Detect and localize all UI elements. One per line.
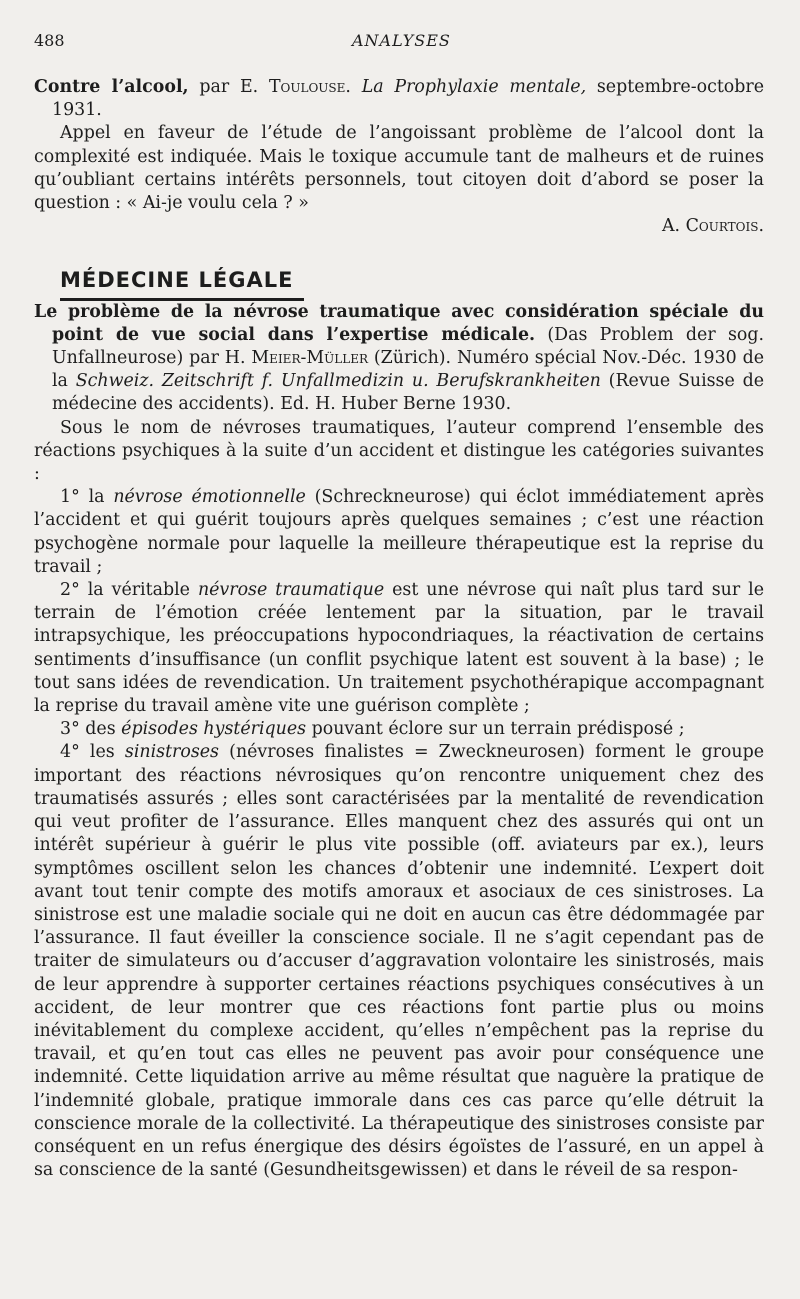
review1-author: Toulouse — [268, 77, 346, 97]
review1-journal: La Prophylaxie mentale, — [361, 77, 587, 97]
review2-journal: Schweiz. Zeitschrift f. Unfallmedizin u. Berufskrankheiten — [75, 371, 601, 392]
review2-reference — [34, 301, 764, 417]
review1-title: Contre l’alcool, — [34, 77, 189, 97]
review1-by: par E. — [188, 77, 269, 97]
review1-reference — [34, 76, 764, 122]
category-1-term: névrose émotionnelle — [113, 487, 306, 508]
review2-ref-b: (Zürich). Numéro spécial Nov.-Déc. 1930 de la — [52, 348, 764, 392]
category-3-term: épisodes hystériques — [121, 719, 307, 740]
review1-date: septembre-octobre 1931. — [52, 77, 765, 121]
section-heading: MÉDECINE LÉGALE — [60, 269, 304, 300]
review2-author: Meier-Müller — [251, 348, 369, 369]
signature-name: Courtois — [685, 216, 759, 237]
category-1-num: 1° la — [60, 487, 114, 508]
signature-end: . — [758, 216, 764, 237]
category-3-text: pouvant éclore sur un terrain prédisposé ; — [306, 719, 685, 740]
category-4 — [34, 741, 764, 1182]
review1-text: Appel en faveur de l’étude de l’angoissant problème de l’alcool dont la complexité est indiquée. Mais le toxique accumule tant de malheurs et de ruines qu’oubliant certains intérêts personnels, tout citoyen doit d’abord se poser la question : « Ai-je voulu cela ? » — [34, 123, 764, 214]
category-1-text: (Schreckneurose) qui éclot immédiatement après l’accident et qui guérit toujours après quelques semaines ; c’est une réaction psychogène normale pour laquelle la meilleure thérapeutique est la reprise du travail ; — [34, 487, 764, 577]
category-3-num: 3° des — [60, 719, 122, 740]
category-4-num: 4° les — [60, 742, 125, 763]
running-title: ANALYSES — [352, 31, 451, 50]
review1-signature — [34, 215, 764, 238]
category-2-num: 2° la véritable — [60, 580, 198, 601]
signature-initial: A. — [661, 216, 686, 237]
review1-sep: . — [345, 77, 362, 97]
category-2-term: névrose traumatique — [197, 580, 385, 601]
review2-ref-c: (Revue Suisse de médecine des accidents). Ed. H. Huber Berne 1930. — [52, 371, 765, 415]
category-2-text: est une névrose qui naît plus tard sur le terrain de l’émotion créée lentement par la situation, par le travail intrapsychique, les préoccupations hypocondriaques, la réactivation de certains sentiments d’insuffisance (un conflit psychique latent est souvent à la base) ; le tout sans idées de revendication. Un traitement psychothérapique accompagnant la reprise du travail amène vite une guérison complète ; — [34, 580, 765, 717]
category-1 — [34, 486, 764, 579]
review2-intro: Sous le nom de névroses traumatiques, l’auteur comprend l’ensemble des réactions psychiques à la suite d’un accident et distingue les catégories suivantes : — [34, 417, 764, 485]
page-number: 488 — [34, 31, 65, 50]
review2-ref-a: (Das Problem der sog. Unfallneurose) par H. — [52, 324, 764, 369]
category-2 — [34, 579, 764, 718]
review2-title: Le problème de la névrose traumatique avec considération spéciale du point de vue social dans l’expertise médicale. — [34, 301, 764, 345]
page-body — [34, 76, 764, 1182]
category-3 — [34, 718, 764, 741]
category-4-term: sinistroses — [124, 742, 219, 763]
category-4-text: (névroses finalistes = Zweckneurosen) forment le groupe important des réactions névrosiques qu’on rencontre uniquement chez des traumatisés assurés ; elles sont caractérisées par la mentalité de revendication qui veut profiter de l’assurance. Elles manquent chez des assurés qui ont un intérêt supérieur à guérir le plus vite possible (off. aviateurs par ex.), leurs symptômes oscillent selon les chances d’obtenir une indemnité. L’expert doit avant tout tenir compte des motifs amoraux et asociaux de ces sinistroses. La sinistrose est une maladie sociale qui ne doit en aucun cas être dédommagée par l’assurance. Il faut éveiller la conscience sociale. Il ne s’agit cependant pas de traiter de simulateurs ou d’accuser d’aggravation volontaire les sinistrosés, mais de leur apprendre à supporter certaines réactions psychiques consécutives à un accident, de leur montrer que ces réactions font partie plus ou moins inévitablement du complexe accident, qu’elles n’empêchent pas la reprise du travail, et qu’en tout cas elles ne peuvent pas avoir pour conséquence une indemnité. Cette liquidation arrive au même résultat que naguère la pratique de l’indemnité globale, pratique immorale dans ces cas parce qu’elle détruit la conscience morale de la collectivité. La thérapeutique des sinistroses consiste par conséquent en un refus énergique des désirs égoïstes de l’assuré, en un appel à sa conscience de la santé (Gesundheitsgewissen) et dans le réveil de sa respon- — [34, 742, 764, 1181]
